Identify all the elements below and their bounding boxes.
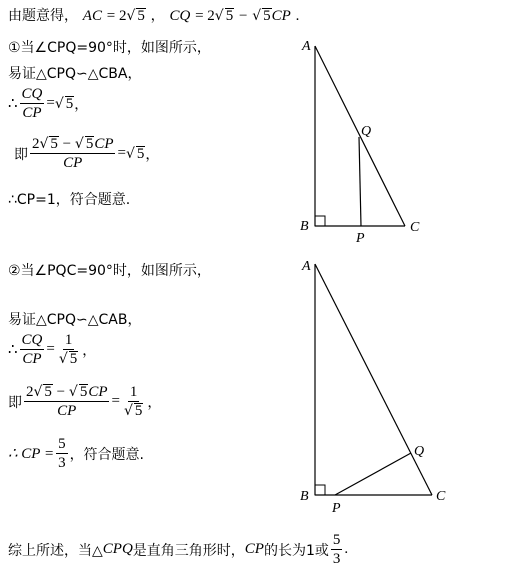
- figure2-label-p: P: [332, 501, 341, 516]
- figure1-label-q: Q: [361, 124, 372, 139]
- figure2-label-c: C: [436, 489, 446, 504]
- figure1-label-a: A: [302, 39, 311, 54]
- figure2-label-q: Q: [414, 444, 425, 459]
- intro-line: 由题意得， AC = 2√ 5 ， CQ = 2√ 5 − √ 5CP .: [8, 8, 300, 24]
- case2-equation: 即 $\frac{2√ 5 - √ 5CP}{CP}$ = $\frac{1}{√ 5}$ ，: [8, 384, 162, 419]
- figure2-triangle: [290, 254, 465, 516]
- case1-equation: 即 $\frac{2√ 5 - √ 5CP}{CP}$ = √ 5 ，: [14, 136, 160, 171]
- figure2-label-b: B: [300, 489, 309, 504]
- case1-ratio: ∴ $\frac{CQ}{CP}$ = √ 5 ，: [8, 86, 89, 121]
- case2-ratio: ∴ $\frac{CQ}{CP}$ = $\frac{1}{√ 5}$ ，: [8, 332, 97, 367]
- case2-title: ②当∠PQC=90°时，如图所示，: [8, 263, 211, 279]
- conclusion: 综上所述，当△ CPQ 是直角三角形时， CP 的长为1或 $\frac{5}{3}$ .: [8, 532, 349, 567]
- figure2-label-a: A: [302, 259, 311, 274]
- case1-title: ①当∠CPQ=90°时，如图所示，: [8, 40, 211, 56]
- figure1-triangle: [290, 36, 430, 246]
- figure1-label-c: C: [410, 220, 420, 235]
- case1-result: ∴CP=1，符合题意.: [8, 192, 131, 208]
- case1-similar: 易证△CPQ∽△CBA，: [8, 66, 142, 82]
- figure1-label-b: B: [300, 219, 309, 234]
- figure1-label-p: P: [356, 231, 365, 246]
- case2-similar: 易证△CPQ∽△CAB，: [8, 312, 142, 328]
- case2-result: ∴ CP = $\frac{5}{3}$ ，符合题意.: [8, 436, 145, 471]
